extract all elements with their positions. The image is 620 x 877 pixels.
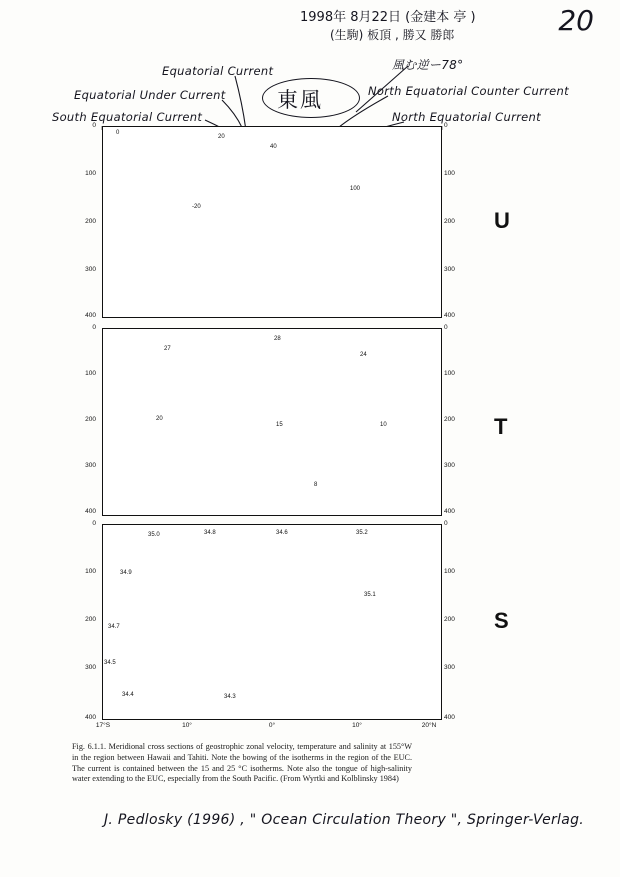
annotation-north-equatorial-counter-current: North Equatorial Counter Current [368,84,569,98]
panel-letter-t: T [494,414,508,439]
ytick-u-right-200: 200 [444,218,455,225]
panel-t-temperature [102,328,442,516]
xtick-10s: 10° [182,722,192,729]
contour-label-s-34-5: 34.5 [104,660,116,666]
ytick-s-right-200: 200 [444,616,455,623]
contour-label-s-34-7: 34.7 [108,624,120,630]
contour-label-s-34-8: 34.8 [204,530,216,536]
contour-label-t-8: 8 [314,482,318,488]
contour-label-s-34-6: 34.6 [276,530,288,536]
ytick-u-100: 100 [85,170,96,177]
contour-label-t-27: 27 [164,346,171,352]
contour-label-s-35-0: 35.0 [148,532,160,538]
annotation-south-equatorial-current: South Equatorial Current [52,110,203,124]
handwritten-date: 1998年 8月22日 (金建本 亭 ) [300,10,476,25]
ytick-t-200: 200 [85,416,96,423]
panel-u-velocity [102,126,442,318]
caption-figure-number: Fig. 6.1.1. [72,742,107,751]
annotation-north-equatorial-current: North Equatorial Current [392,110,541,124]
ytick-t-right-300: 300 [444,462,455,469]
xtick-0: 0° [268,722,276,729]
handwritten-reference: J. Pedlosky (1996) , " Ocean Circulation Theory ", Springer-Verlag. [104,812,585,828]
contour-label-t-20: 20 [156,416,163,422]
ytick-t-400: 400 [85,508,96,515]
contour-label-t-28: 28 [274,336,281,342]
contour-label-u-0: 0 [116,130,120,136]
ytick-t-right-100: 100 [444,370,455,377]
contour-label-s-35-2: 35.2 [356,530,368,536]
ytick-s-200: 200 [85,616,96,623]
ytick-t-100: 100 [85,370,96,377]
annotation-wind-direction: 風む逆ー78° [392,58,464,72]
panel-s-salinity [102,524,442,720]
ytick-s-right-300: 300 [444,664,455,671]
page-number: 20 [558,4,594,37]
panel-letter-u: U [494,208,510,233]
contour-label-u-40: 40 [270,144,277,150]
ytick-u-200: 200 [85,218,96,225]
ytick-u-right-300: 300 [444,266,455,273]
handwritten-author: (生駒) 板頂 , 勝又 勝郎 [330,28,455,42]
ytick-u-0: 0 [92,122,96,129]
figure-6-1-1 [64,122,510,730]
ytick-t-right-400: 400 [444,508,455,515]
ytick-t-300: 300 [85,462,96,469]
ytick-t-right-0: 0 [444,324,448,331]
figure-caption [72,742,412,785]
ytick-s-400: 400 [85,714,96,721]
caption-text: Meridional cross sections of geostrophic zonal velocity, temperature and salinity at 155°W in the region between Hawaii and Tahiti. Note the bowing of the isotherms in the region of the EUC. The current is contained between the 15 and 25 °C isotherms. Note also the tongue of high-salinity water extending to the EUC, especially from the South Pacific. (From Wyrtki and Kolblinsky 1984) [72,742,413,784]
ytick-u-right-400: 400 [444,312,455,319]
xtick-17s: 17°S [95,722,111,729]
annotation-equatorial-current: Equatorial Current [162,64,274,78]
xtick-20n: 20°N [421,722,437,729]
contour-label-s-34-9: 34.9 [120,570,132,576]
ytick-u-400: 400 [85,312,96,319]
ytick-s-0: 0 [92,520,96,527]
ytick-s-right-400: 400 [444,714,455,721]
xtick-10n: 10° [352,722,362,729]
annotation-equatorial-under-current: Equatorial Under Current [74,88,226,102]
panel-letter-s: S [494,608,509,633]
ytick-s-100: 100 [85,568,96,575]
contour-label-s-34-4: 34.4 [122,692,134,698]
ytick-t-right-200: 200 [444,416,455,423]
contour-label-u-20: 20 [218,134,225,140]
ytick-s-right-100: 100 [444,568,455,575]
ytick-s-right-0: 0 [444,520,448,527]
ytick-u-right-0: 0 [444,122,448,129]
contour-label-s-34-3: 34.3 [224,694,236,700]
contour-label-s-35-1: 35.1 [364,592,376,598]
ytick-u-right-100: 100 [444,170,455,177]
ytick-u-300: 300 [85,266,96,273]
contour-label-t-10: 10 [380,422,387,428]
contour-label-u-neg: -20 [192,204,201,210]
annotation-east-wind: 東風 [277,88,323,112]
contour-label-u-alt: 100 [350,186,361,192]
ytick-s-300: 300 [85,664,96,671]
contour-label-t-24: 24 [360,352,367,358]
contour-label-t-15: 15 [276,422,283,428]
ytick-t-0: 0 [92,324,96,331]
